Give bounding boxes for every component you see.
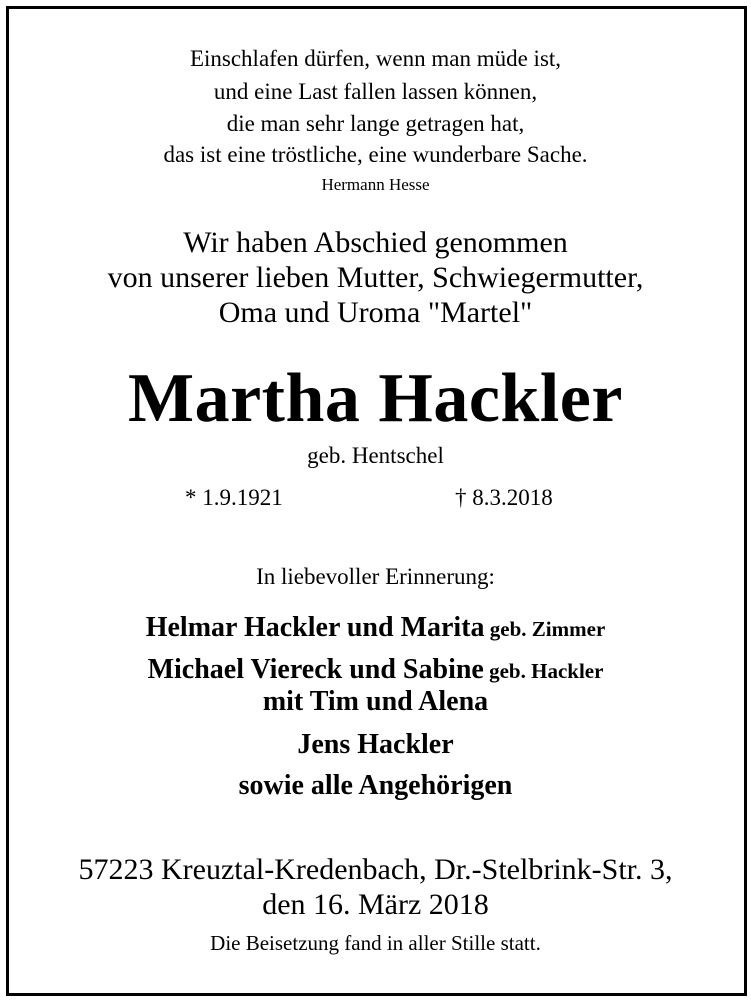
quote-line: und eine Last fallen lassen können, xyxy=(213,79,538,104)
death-date: † 8.3.2018 xyxy=(455,485,553,510)
address: 57223 Kreuztal-Kredenbach, Dr.-Stelbrink-Str. 3, xyxy=(78,853,673,886)
mourner-line: sowie alle Angehörigen xyxy=(238,770,513,801)
mourner-line: Jens Hackler xyxy=(297,729,454,760)
announcement-line: Wir haben Abschied genommen xyxy=(183,226,568,259)
mourner-line: Michael Viereck und Sabine geb. Hackler xyxy=(147,654,604,685)
burial-note: Die Beisetzung fand in aller Stille statt. xyxy=(210,931,541,955)
mourner-line: mit Tim und Alena xyxy=(262,686,489,717)
maiden-name: geb. Hentschel xyxy=(307,443,444,468)
memorial-intro: In liebevoller Erinnerung: xyxy=(256,564,495,589)
deceased-name: Martha Hackler xyxy=(128,360,623,437)
quote-line: das ist eine tröstliche, eine wunderbare Sache. xyxy=(163,142,588,167)
announcement-line: Oma und Uroma "Martel" xyxy=(218,296,533,329)
mourner-line: Helmar Hackler und Marita geb. Zimmer xyxy=(145,612,606,643)
quote-line: die man sehr lange getragen hat, xyxy=(226,111,525,136)
birth-date: * 1.9.1921 xyxy=(185,485,283,510)
quote-line: Einschlafen dürfen, wenn man müde ist, xyxy=(189,46,562,71)
quote-author: Hermann Hesse xyxy=(321,175,430,194)
announcement-line: von unserer lieben Mutter, Schwiegermutter, xyxy=(107,261,644,294)
place-date: den 16. März 2018 xyxy=(262,888,489,921)
